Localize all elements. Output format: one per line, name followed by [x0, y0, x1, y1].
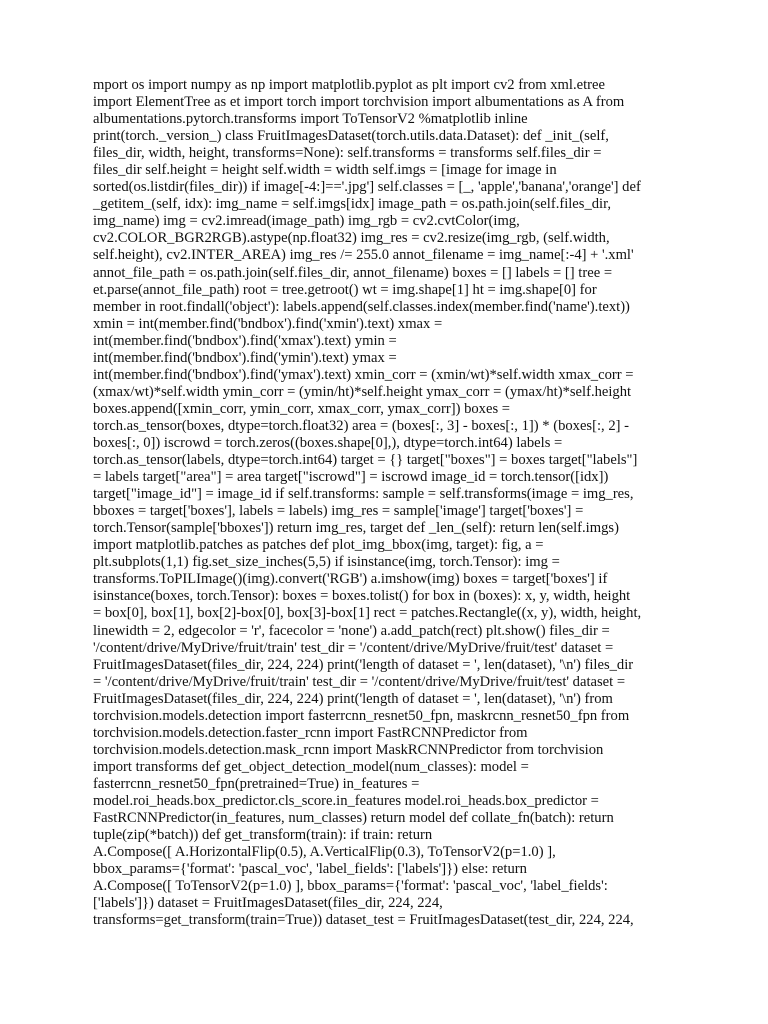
text-line: files_dir self.height = height self.width = width self.imgs = [image for image in	[93, 162, 557, 179]
text-line: img_name) img = cv2.imread(image_path) img_rgb = cv2.cvtColor(img,	[93, 213, 520, 230]
text-line: bboxes = target['boxes'], labels = labels) img_res = sample['image'] target['boxes'] =	[93, 503, 584, 520]
text-line: print(torch._version_) class FruitImagesDataset(torch.utils.data.Dataset): def _init_(self,	[93, 128, 609, 145]
text-line: torchvision.models.detection.mask_rcnn import MaskRCNNPredictor from torchvision	[93, 741, 604, 758]
text-line: (xmax/wt)*self.width ymin_corr = (ymin/ht)*self.height ymax_corr = (ymax/ht)*self.height	[93, 383, 632, 400]
text-line: ['labels']}) dataset = FruitImagesDataset(files_dir, 224, 224,	[93, 895, 443, 912]
text-line: mport os import numpy as np import matplotlib.pyplot as plt import cv2 from xml.etree	[93, 77, 605, 93]
text-line: = labels target["area"] = area target["iscrowd"] = iscrowd image_id = torch.tensor([idx])	[93, 469, 609, 486]
text-line: _getitem_(self, idx): img_name = self.imgs[idx] image_path = os.path.join(self.files_dir,	[93, 196, 612, 213]
text-line: isinstance(boxes, torch.Tensor): boxes = boxes.tolist() for box in (boxes): x, y, width, height	[93, 588, 631, 605]
text-line: torchvision.models.detection.faster_rcnn import FastRCNNPredictor from	[93, 724, 528, 741]
text-line: boxes[:, 0]) iscrowd = torch.zeros((boxes.shape[0],), dtype=torch.int64) labels =	[93, 434, 563, 451]
text-line: member in root.findall('object'): labels.append(self.classes.index(member.find('name').text))	[93, 298, 630, 315]
text-line: FruitImagesDataset(files_dir, 224, 224) print('length of dataset = ', len(dataset), '\n') from	[93, 690, 613, 707]
text-line: bbox_params={'format': 'pascal_voc', 'label_fields': ['labels']}) else: return	[93, 861, 527, 878]
text-line: self.height), cv2.INTER_AREA) img_res /= 255.0 annot_filename = img_name[:-4] + '.xml'	[93, 247, 634, 264]
text-line: int(member.find('bndbox').find('ymax').text) xmin_corr = (xmin/wt)*self.width xmax_corr =	[93, 366, 634, 383]
text-line: fasterrcnn_resnet50_fpn(pretrained=True) in_features =	[93, 775, 420, 792]
text-line: xmin = int(member.find('bndbox').find('xmin').text) xmax =	[93, 315, 443, 332]
text-line: FastRCNNPredictor(in_features, num_classes) return model def collate_fn(batch): return	[93, 810, 614, 827]
text-line: sorted(os.listdir(files_dir)) if image[-4:]=='.jpg'] self.classes = [_, 'apple','banana','orange'] def	[93, 179, 641, 196]
text-line: torch.as_tensor(labels, dtype=torch.int64) target = {} target["boxes"] = boxes target["labels"]	[93, 452, 638, 469]
text-line: albumentations.pytorch.transforms import ToTensorV2 %matplotlib inline	[93, 111, 528, 128]
text-line: cv2.COLOR_BGR2RGB).astype(np.float32) img_res = cv2.resize(img_rgb, (self.width,	[93, 230, 610, 247]
text-line: transforms=get_transform(train=True)) dataset_test = FruitImagesDataset(test_dir, 224, 224,	[93, 912, 634, 929]
text-line: plt.subplots(1,1) fig.set_size_inches(5,5) if isinstance(img, torch.Tensor): img =	[93, 554, 560, 571]
text-line: A.Compose([ A.HorizontalFlip(0.5), A.VerticalFlip(0.3), ToTensorV2(p=1.0) ],	[93, 844, 556, 861]
text-line: et.parse(annot_file_path) root = tree.getroot() wt = img.shape[1] ht = img.shape[0] for	[93, 281, 597, 298]
text-line: FruitImagesDataset(files_dir, 224, 224) print('length of dataset = ', len(dataset), '\n') files_dir	[93, 656, 634, 673]
text-line: linewidth = 2, edgecolor = 'r', facecolor = 'none') a.add_patch(rect) plt.show() files_dir =	[93, 622, 610, 639]
text-line: int(member.find('bndbox').find('xmax').text) ymin =	[93, 332, 397, 349]
text-line: = box[0], box[1], box[2]-box[0], box[3]-box[1] rect = patches.Rectangle((x, y), width, height,	[93, 605, 642, 622]
text-line: target["image_id"] = image_id if self.transforms: sample = self.transforms(image = img_res,	[93, 486, 634, 503]
text-line: tuple(zip(*batch)) def get_transform(train): if train: return	[93, 827, 433, 844]
text-line: torch.as_tensor(boxes, dtype=torch.float32) area = (boxes[:, 3] - boxes[:, 1]) * (boxes[:, 2] -	[93, 417, 629, 434]
text-line: import transforms def get_object_detection_model(num_classes): model =	[93, 758, 529, 775]
text-line: = '/content/drive/MyDrive/fruit/train' test_dir = '/content/drive/MyDrive/fruit/test' dataset =	[93, 673, 626, 690]
text-line: A.Compose([ ToTensorV2(p=1.0) ], bbox_params={'format': 'pascal_voc', 'label_fields':	[93, 878, 608, 895]
text-line: files_dir, width, height, transforms=None): self.transforms = transforms self.files_dir =	[93, 145, 602, 162]
text-line: boxes.append([xmin_corr, ymin_corr, xmax_corr, ymax_corr]) boxes =	[93, 400, 510, 417]
text-line: torch.Tensor(sample['bboxes']) return img_res, target def _len_(self): return len(self.imgs)	[93, 520, 619, 537]
text-line: '/content/drive/MyDrive/fruit/train' test_dir = '/content/drive/MyDrive/fruit/test' dataset =	[93, 639, 614, 656]
text-line: import ElementTree as et import torch import torchvision import albumentations as A from	[93, 94, 625, 111]
text-line: torchvision.models.detection import fasterrcnn_resnet50_fpn, maskrcnn_resnet50_fpn from	[93, 707, 630, 724]
document-body-text	[93, 77, 683, 929]
text-line: int(member.find('bndbox').find('ymin').text) ymax =	[93, 349, 397, 366]
text-line: import matplotlib.patches as patches def plot_img_bbox(img, target): fig, a =	[93, 537, 544, 554]
text-line: annot_file_path = os.path.join(self.files_dir, annot_filename) boxes = [] labels = [] tree =	[93, 264, 613, 281]
text-line: model.roi_heads.box_predictor.cls_score.in_features model.roi_heads.box_predictor =	[93, 792, 599, 809]
text-line: transforms.ToPILImage()(img).convert('RGB') a.imshow(img) boxes = target['boxes'] if	[93, 571, 608, 588]
